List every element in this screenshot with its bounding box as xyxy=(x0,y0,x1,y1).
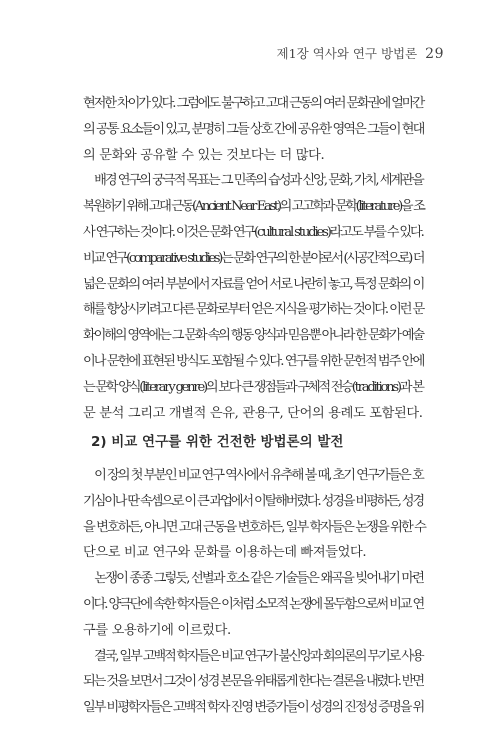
text-line: 배경 연구의 궁극적 목표는 그 민족의 습성과 신앙, 문화, 가치, 세계관을 xyxy=(83,173,423,189)
text-line: 넓은 문화의 여러 부분에서 자료를 얻어 서로 나란히 놓고, 특정 문화의 이 xyxy=(83,276,424,292)
text-line: 구를 오용하기에 이르렀다. xyxy=(83,622,231,638)
text-line: 단으로 비교 연구와 문화를 이용하는데 빠져들었다. xyxy=(83,545,367,561)
text-line: 비교 연구(comparative studies)는 문화 연구의 한 분야로서 (시공간적으로) 더 xyxy=(83,250,424,266)
text-line: 의 공통 요소들이 있고, 분명히 그들 상호 간에 공유한 영역은 그들이 현대 xyxy=(83,121,424,137)
text-line: 이 장의 첫 부분인 비교 연구 역사에서 유추해 볼 때, 초기 연구가들은 호 xyxy=(83,468,423,483)
text-line: 화이해의 영역에는 그 문화 속의 행동 양식과 믿음뿐 아니라 한 문화가 예술 xyxy=(83,328,423,344)
page-number: 29 xyxy=(425,46,444,62)
text-line: 기심이나 딴 속셈으로 이 큰 과업에서 이탈해버렸다. 성경을 비평하든, 성경 xyxy=(83,493,423,509)
section-heading: 2) 비교 연구를 위한 건전한 방법론의 발전 xyxy=(91,434,344,450)
text-line: 이나 문헌에 표현된 방식도 포함될 수 있다. 연구를 위한 문헌적 범주 안에 xyxy=(83,354,424,369)
text-line: 문 분석 그리고 개별적 은유, 관용구, 단어의 용례도 포함된다. xyxy=(83,405,423,421)
text-line: 이다. 양극단에 속한 학자들은 이처럼 소모적 논쟁에 몰두함으로써 비교 연 xyxy=(83,597,424,612)
text-line: 을 변호하든, 아니면 고대 근동을 변호하든, 일부 학자들은 논쟁을 위한 수 xyxy=(83,519,425,535)
text-line: 해를 향상시키려고 다른 문화로부터 얻은 지식을 평가하는 것이다. 이런 문 xyxy=(83,302,424,318)
text-line: 현저한 차이가 있다. 그럼에도 불구하고 고대 근동의 여러 문화권에 얼마간 xyxy=(83,96,424,111)
text-line: 의 문화와 공유할 수 있는 것보다는 더 많다. xyxy=(83,147,325,163)
text-line: 되는 것을 보면서 그것이 성경 본문을 위태롭게 한다는 결론을 내렸다. 반면 xyxy=(83,674,423,690)
chapter-title: 제1장 역사와 연구 방법론 xyxy=(276,46,418,61)
text-line: 는 문학 양식(literary genre)의 보다 큰 쟁점들과 구체적 전승(traditions)과 본 xyxy=(83,379,423,395)
text-line: 사 연구하는 것이다. 이것은 문화 연구(cultural studies)라고도 부를 수 있다. xyxy=(83,225,423,240)
text-line: 결국, 일부 고백적 학자들은 비교 연구가 불신앙과 회의론의 무기로 사용 xyxy=(83,648,423,664)
running-header xyxy=(277,44,444,62)
text-line: 복원하기 위해 고대 근동(Ancient Near East)의 고고학과 문학(literature)을 조 xyxy=(83,199,424,215)
text-line: 일부 비평학자들은 고백적 학자 진영 변증가들이 성경의 진정성 증명을 위 xyxy=(83,700,424,716)
text-line: 논쟁이 종종 그렇듯, 선별과 호소 같은 기술들은 왜곡을 빚어내기 마련 xyxy=(83,571,424,587)
